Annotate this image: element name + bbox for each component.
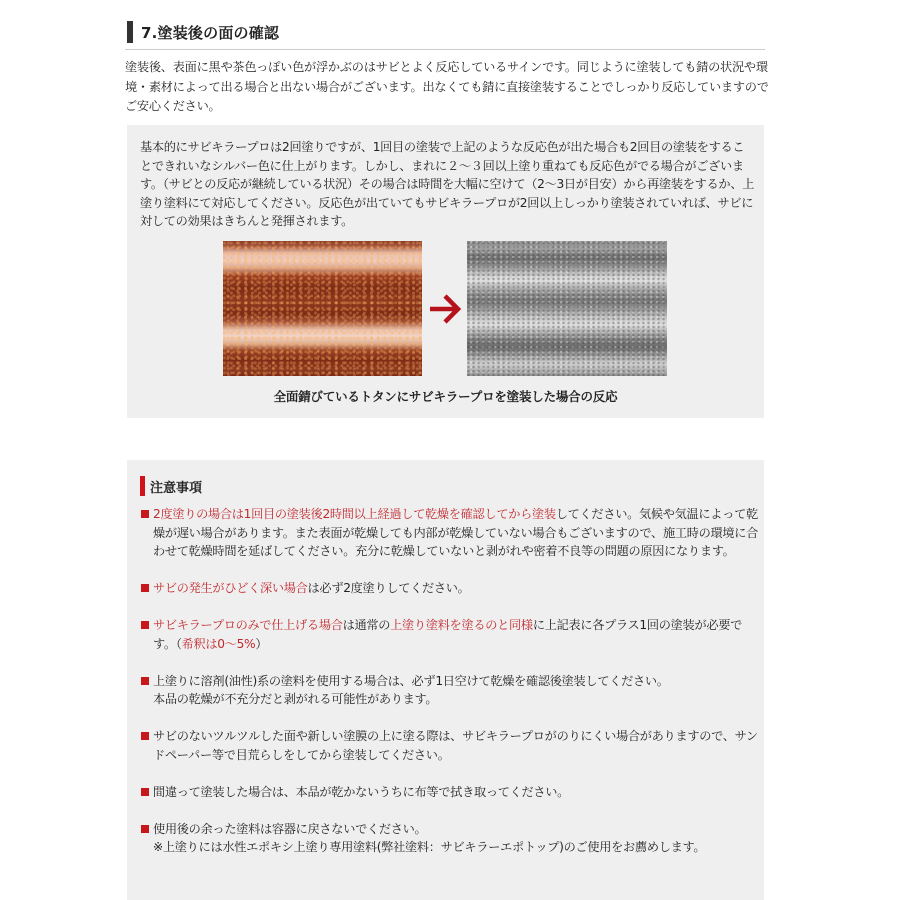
info-box-text: 基本的にサビキラープロは2回塗りですが、1回目の塗装で上記のような反応色が出た場合も2回目の塗装をすることできれいなシルバー色に仕上がります。しかし、まれに２～３回以上塗り重ねても反応色がでる場合がございます。（サビとの反応が継続している状況）その場合は時間を大幅に空けて（2～3日が目安）から再塗装をするか、上塗り塗料にて対応してください。反応色が出ていてもサビキラープロが2回以上しっかり塗装されていれば、サビに対しての効果はきちんと発揮されます。 [140, 140, 755, 228]
notes-title: 注意事項 [150, 481, 203, 496]
note-text: 使用後の余った塗料は容器に戻さないでください。 [153, 821, 427, 836]
square-bullet-icon [141, 732, 149, 740]
note-highlight: 上塗り塗料を塗るのと同様 [390, 618, 533, 632]
note-item-1 [141, 505, 759, 561]
note-item-6 [141, 783, 759, 802]
note-text-line2: ※上塗りには水性エポキシ上塗り専用塗料(弊社塗料：サビキラーエポトップ)のご使用をお薦めします。 [153, 840, 706, 854]
note-highlight: サビの発生がひどく深い場合 [153, 581, 308, 595]
note-text: 上塗りに溶剤(油性)系の塗料を使用する場合は、必ず1日空けて乾燥を確認後塗装してください。 [153, 673, 669, 688]
square-bullet-icon [141, 621, 149, 629]
coated-sheet-image [467, 241, 667, 376]
image-caption: 全面錆びているトタンにサビキラープロを塗装した場合の反応 [273, 389, 618, 404]
square-bullet-icon [141, 510, 149, 518]
section-title: 7.塗装後の面の確認 [141, 24, 280, 42]
note-text-line2: 本品の乾燥が不充分だと剥がれる可能性があります。 [153, 692, 438, 706]
note-item-7 [141, 820, 759, 857]
rusted-sheet-image [223, 241, 422, 376]
note-text: は必ず2度塗りしてください。 [307, 581, 470, 595]
square-bullet-icon [141, 584, 149, 592]
notes-list [141, 505, 759, 875]
intro-paragraph: 塗装後、表面に黒や茶色っぽい色が浮かぶのはサビとよく反応しているサインです。同じように塗装しても錆の状況や環境・素材によって出る場合と出ない場合がございます。出なくても錆に直接塗装することでしっかり反応していますのでご安心ください。 [125, 60, 769, 113]
note-text: サビのないツルツルした面や新しい塗膜の上に塗る際は、サビキラープロがのりにくい場合がありますので、サンドペーパー等で目荒らしをしてから塗装してください。 [153, 729, 758, 762]
note-item-4 [141, 672, 759, 709]
note-text: ） [255, 636, 268, 651]
note-text: 間違って塗装した場合は、本品が乾かないうちに布等で拭き取ってください。 [153, 784, 570, 799]
note-highlight: サビキラープロのみで仕上げる場合 [153, 618, 343, 632]
note-text: してください。気候や気温によって乾燥が遅い場合があります。また表面が乾燥しても内部が乾燥していない場合もございますので、施工時の環境に合わせて乾燥時間を延ばしてください。充分に乾燥していないと剥がれや密着不良等の問題の原因になります。 [153, 507, 759, 558]
note-highlight: 希釈は0～5% [181, 636, 256, 651]
notes-box [127, 460, 764, 900]
square-bullet-icon [141, 825, 149, 833]
notes-heading-bar-decoration [140, 476, 145, 496]
info-box [127, 125, 764, 418]
note-highlight: 2度塗りの場合は1回目の塗装後2時間以上経過して乾燥を確認してから塗装 [153, 507, 556, 521]
section-heading [125, 18, 765, 50]
heading-bar-decoration [127, 21, 133, 43]
square-bullet-icon [141, 677, 149, 685]
note-item-3 [141, 616, 759, 653]
note-item-5 [141, 727, 759, 764]
square-bullet-icon [141, 788, 149, 796]
note-item-2 [141, 579, 759, 598]
note-text: に上記表に各プラス1回の塗装が必要です。（ [153, 618, 742, 651]
right-arrow-icon [427, 291, 463, 327]
note-text: は通常の [342, 618, 391, 632]
